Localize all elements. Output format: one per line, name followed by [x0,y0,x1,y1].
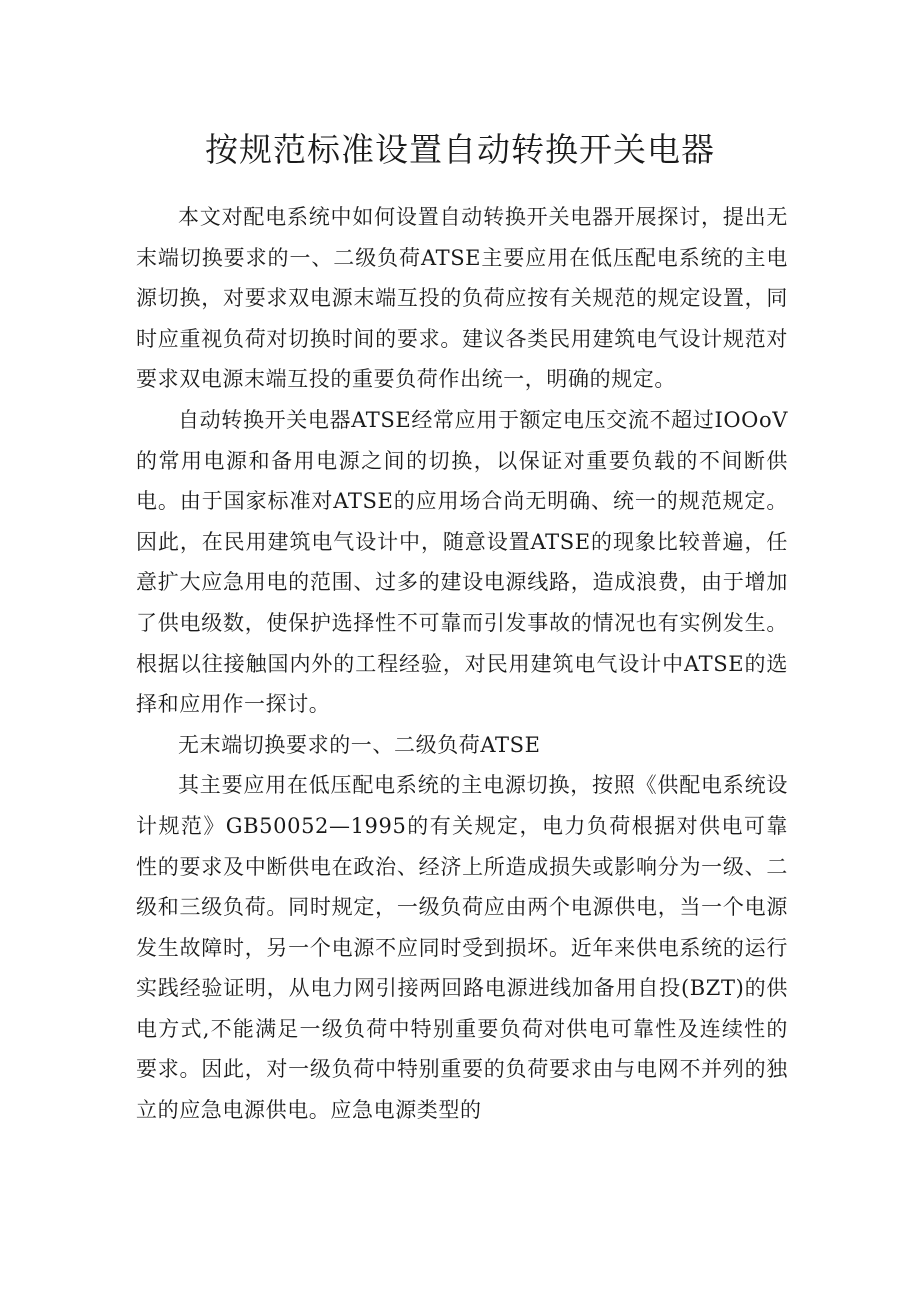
paragraph-introduction: 自动转换开关电器ATSE经常应用于额定电压交流不超过IOOoV的常用电源和备用电源之间的切换，以保证对重要负载的不间断供电。由于国家标准对ATSE的应用场合尚无明确、统一的规范规定。因此，在民用建筑电气设计中，随意设置ATSE的现象比较普遍，任意扩大应急用电的范围、过多的建设电源线路，造成浪费，由于增加了供电级数，使保护选择性不可靠而引发事故的情况也有实例发生。根据以往接触国内外的工程经验，对民用建筑电气设计中ATSE的选择和应用作一探讨。 [136,407,788,717]
section-heading: 无末端切换要求的一、二级负荷ATSE [178,732,541,757]
paragraph-abstract: 本文对配电系统中如何设置自动转换开关电器开展探讨，提出无末端切换要求的一、二级负荷ATSE主要应用在低压配电系统的主电源切换，对要求双电源末端互投的负荷应按有关规范的规定设置，同时应重视负荷对切换时间的要求。建议各类民用建筑电气设计规范对要求双电源末端互投的重要负荷作出统一，明确的规定。 [136,205,788,392]
paragraph-section-body: 其主要应用在低压配电系统的主电源切换，按照《供配电系统设计规范》GB50052—1995的有关规定，电力负荷根据对供电可靠性的要求及中断供电在政治、经济上所造成损失或影响分为一级、二级和三级负荷。同时规定，一级负荷应由两个电源供电，当一个电源发生故障时，另一个电源不应同时受到损坏。近年来供电系统的运行实践经验证明，从电力网引接两回路电源进线加备用自投(BZT)的供电方式,不能满足一级负荷中特别重要负荷对供电可靠性及连续性的要求。因此，对一级负荷中特别重要的负荷要求由与电网不并列的独立的应急电源供电。应急电源类型的 [136,773,788,1123]
document-title: 按规范标准设置自动转换开关电器 [205,130,715,169]
document-body [136,197,788,1131]
